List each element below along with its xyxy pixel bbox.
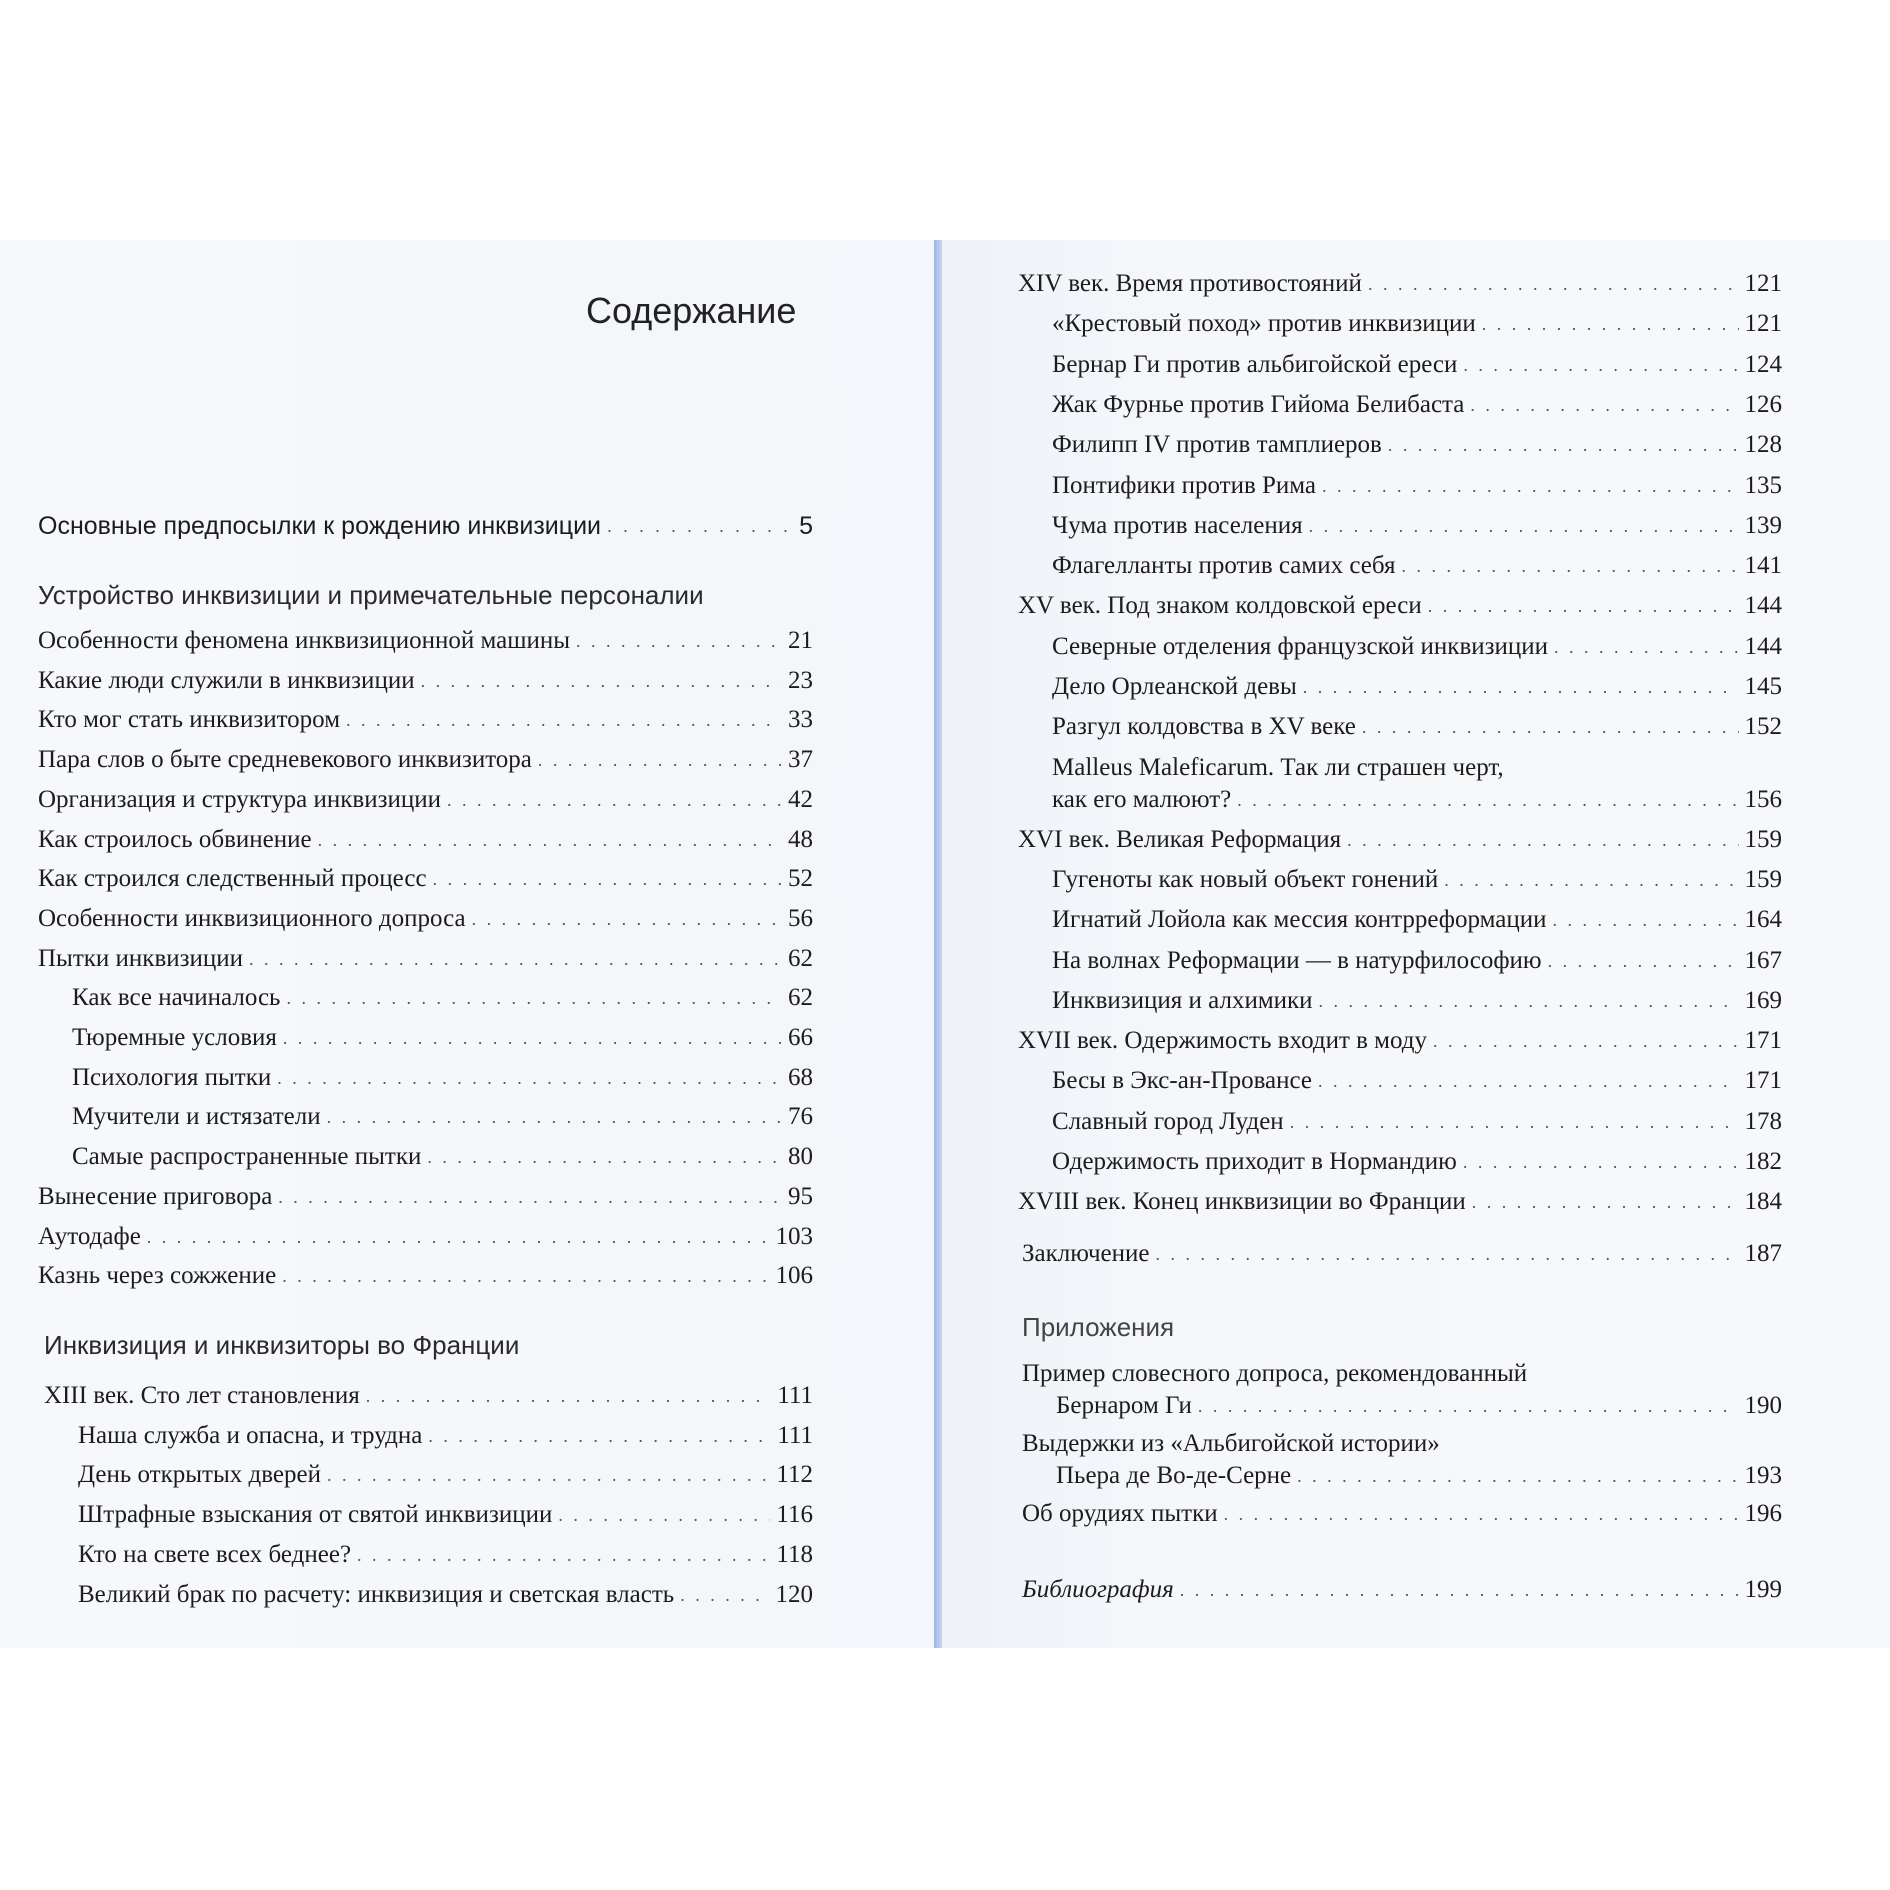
dot-leader <box>1401 550 1738 582</box>
toc-entry: Кто на свете всех беднее? . . . 118 <box>78 1539 813 1571</box>
section-heading-france: Инквизиция и инквизиторы во Франции <box>44 1330 520 1360</box>
dot-leader <box>249 943 782 975</box>
toc-entry: Особенности инквизиционного допроса . . . 56 <box>38 903 813 935</box>
toc-entry: Флагелланты против самих себя . . . 141 <box>1052 550 1782 582</box>
toc-entry: Бернар Ги против альбигойской ереси . . . 124 <box>1052 349 1782 381</box>
appendix-heading: Приложения <box>1022 1312 1175 1342</box>
dot-leader <box>1552 904 1738 936</box>
toc-entry: Инквизиция и алхимики . . . 169 <box>1052 985 1782 1017</box>
toc-entry: День открытых дверей . . . 112 <box>78 1459 813 1491</box>
dot-leader <box>1463 1146 1739 1178</box>
toc-entry: Психология пытки . . . 68 <box>72 1062 813 1094</box>
dot-leader <box>427 1141 782 1173</box>
toc-entry-appendix-1: Бернаром Ги . . . 190 <box>1056 1390 1782 1422</box>
toc-entry: Игнатий Лойола как мессия контрреформации . . . 164 <box>1052 904 1782 936</box>
toc-entry: Какие люди служили в инквизиции . . . 23 <box>38 665 813 697</box>
dot-leader <box>366 1380 772 1412</box>
dot-leader <box>327 1101 782 1133</box>
toc-entry: Одержимость приходит в Нормандию . . . 182 <box>1052 1146 1782 1178</box>
dot-leader <box>576 625 782 657</box>
toc-entry: Кто мог стать инквизитором . . . 33 <box>38 704 813 736</box>
toc-entry: Организация и структура инквизиции . . . 42 <box>38 784 813 816</box>
dot-leader <box>283 1022 782 1054</box>
dot-leader <box>1319 985 1739 1017</box>
dot-leader <box>1322 470 1738 502</box>
toc-entry: Чума против населения . . . 139 <box>1052 510 1782 542</box>
toc-entry-intro: Основные предпосылки к рождению инквизиции . . . 5 <box>38 510 813 542</box>
toc-entry: Пытки инквизиции . . . 62 <box>38 943 813 975</box>
toc-entry: Понтифики против Рима . . . 135 <box>1052 470 1782 502</box>
dot-leader <box>327 1459 770 1491</box>
toc-entry: XVI век. Великая Реформация . . . 159 <box>1018 824 1782 856</box>
toc-entry: Филипп IV против тамплиеров . . . 128 <box>1052 429 1782 461</box>
dot-leader <box>428 1420 771 1452</box>
toc-entry: Пара слов о быте средневекового инквизитора . . . 37 <box>38 744 813 776</box>
toc-entry: Как строился следственный процесс . . . 52 <box>38 863 813 895</box>
book-gutter <box>934 240 942 1648</box>
dot-leader <box>1303 671 1739 703</box>
toc-entry-appendix-3: Об орудиях пытки . . . 196 <box>1022 1498 1782 1530</box>
toc-entry: Славный город Луден . . . 178 <box>1052 1106 1782 1138</box>
dot-leader <box>1290 1106 1739 1138</box>
dot-leader <box>433 863 782 895</box>
section-heading-organization: Устройство инквизиции и примечательные персоналии <box>38 580 704 610</box>
dot-leader <box>357 1539 770 1571</box>
toc-entry: XVIII век. Конец инквизиции во Франции . . . 184 <box>1018 1186 1782 1218</box>
dot-leader <box>1309 510 1739 542</box>
dot-leader <box>282 1260 769 1292</box>
toc-entry: XIII век. Сто лет становления . . . 111 <box>44 1380 813 1412</box>
dot-leader <box>1318 1065 1738 1097</box>
dot-leader <box>277 1062 782 1094</box>
appendix-2-line1: Выдержки из «Альбигойской истории» <box>1022 1430 1440 1457</box>
toc-entry: Самые распространенные пытки . . . 80 <box>72 1141 813 1173</box>
dot-leader <box>1472 1186 1739 1218</box>
toc-entry: Великий брак по расчету: инквизиция и светская власть . . . 120 <box>78 1579 813 1611</box>
dot-leader <box>1433 1025 1739 1057</box>
dot-leader <box>147 1221 770 1253</box>
dot-leader <box>1470 389 1738 421</box>
toc-entry: Штрафные взыскания от святой инквизиции . . . 116 <box>78 1499 813 1531</box>
dot-leader <box>1362 711 1739 743</box>
toc-entry: «Крестовый поход» против инквизиции . . . 121 <box>1052 308 1782 340</box>
toc-entry: XV век. Под знаком колдовской ереси . . . 144 <box>1018 590 1782 622</box>
toc-entry: Как строилось обвинение . . . 48 <box>38 824 813 856</box>
toc-entry: На волнах Реформации — в натурфилософию . . . 167 <box>1052 945 1782 977</box>
left-page <box>0 240 934 1648</box>
dot-leader <box>346 704 782 736</box>
dot-leader <box>421 665 782 697</box>
contents-heading: Содержание <box>586 290 797 331</box>
toc-entry: XVII век. Одержимость входит в моду . . . 171 <box>1018 1025 1782 1057</box>
dot-leader <box>286 982 782 1014</box>
dot-leader <box>472 903 782 935</box>
dot-leader <box>558 1499 770 1531</box>
toc-entry: Бесы в Экс-ан-Провансе . . . 171 <box>1052 1065 1782 1097</box>
toc-entry-appendix-2: Пьера де Во-де-Серне . . . 193 <box>1056 1460 1782 1492</box>
toc-entry: Тюремные условия . . . 66 <box>72 1022 813 1054</box>
right-page <box>942 240 1890 1648</box>
toc-entry: как его малюют? . . . 156 <box>1052 784 1782 816</box>
dot-leader <box>680 1579 769 1611</box>
dot-leader <box>538 744 782 776</box>
toc-entry-line1: Malleus Maleficarum. Так ли страшен черт, <box>1052 753 1504 781</box>
dot-leader <box>1428 590 1739 622</box>
dot-leader <box>1347 824 1738 856</box>
dot-leader <box>318 824 782 856</box>
toc-entry: Дело Орлеанской девы . . . 145 <box>1052 671 1782 703</box>
toc-entry: Аутодафе . . . 103 <box>38 1221 813 1253</box>
toc-entry: Как все начиналось . . . 62 <box>72 982 813 1014</box>
dot-leader <box>1463 349 1738 381</box>
toc-entry: Жак Фурнье против Гийома Белибаста . . . 126 <box>1052 389 1782 421</box>
toc-entry: XIV век. Время противостояний . . . 121 <box>1018 268 1782 300</box>
dot-leader <box>1368 268 1739 300</box>
toc-entry: Вынесение приговора . . . 95 <box>38 1181 813 1213</box>
dot-leader <box>1444 864 1738 896</box>
toc-entry: Северные отделения французской инквизиции . . . 144 <box>1052 631 1782 663</box>
toc-entry: Наша служба и опасна, и трудна . . . 111 <box>78 1420 813 1452</box>
toc-entry: Разгул колдовства в XV веке . . . 152 <box>1052 711 1782 743</box>
dot-leader <box>1554 631 1738 663</box>
dot-leader <box>447 784 782 816</box>
dot-leader <box>1548 945 1739 977</box>
toc-entry: Казнь через сожжение . . . 106 <box>38 1260 813 1292</box>
toc-entry: Особенности феномена инквизиционной машины . . . 21 <box>38 625 813 657</box>
book-spread <box>0 240 1890 1648</box>
dot-leader <box>1482 308 1739 340</box>
toc-entry: Гугеноты как новый объект гонений . . . 159 <box>1052 864 1782 896</box>
dot-leader <box>1237 784 1738 816</box>
toc-entry-conclusion: Заключение . . . 187 <box>1022 1238 1782 1270</box>
toc-entry: Мучители и истязатели . . . 76 <box>72 1101 813 1133</box>
dot-leader <box>1388 429 1739 461</box>
appendix-1-line1: Пример словесного допроса, рекомендованный <box>1022 1360 1528 1387</box>
dot-leader <box>278 1181 782 1213</box>
toc-entry-bibliography: Библиография . . . 199 <box>1022 1574 1782 1606</box>
